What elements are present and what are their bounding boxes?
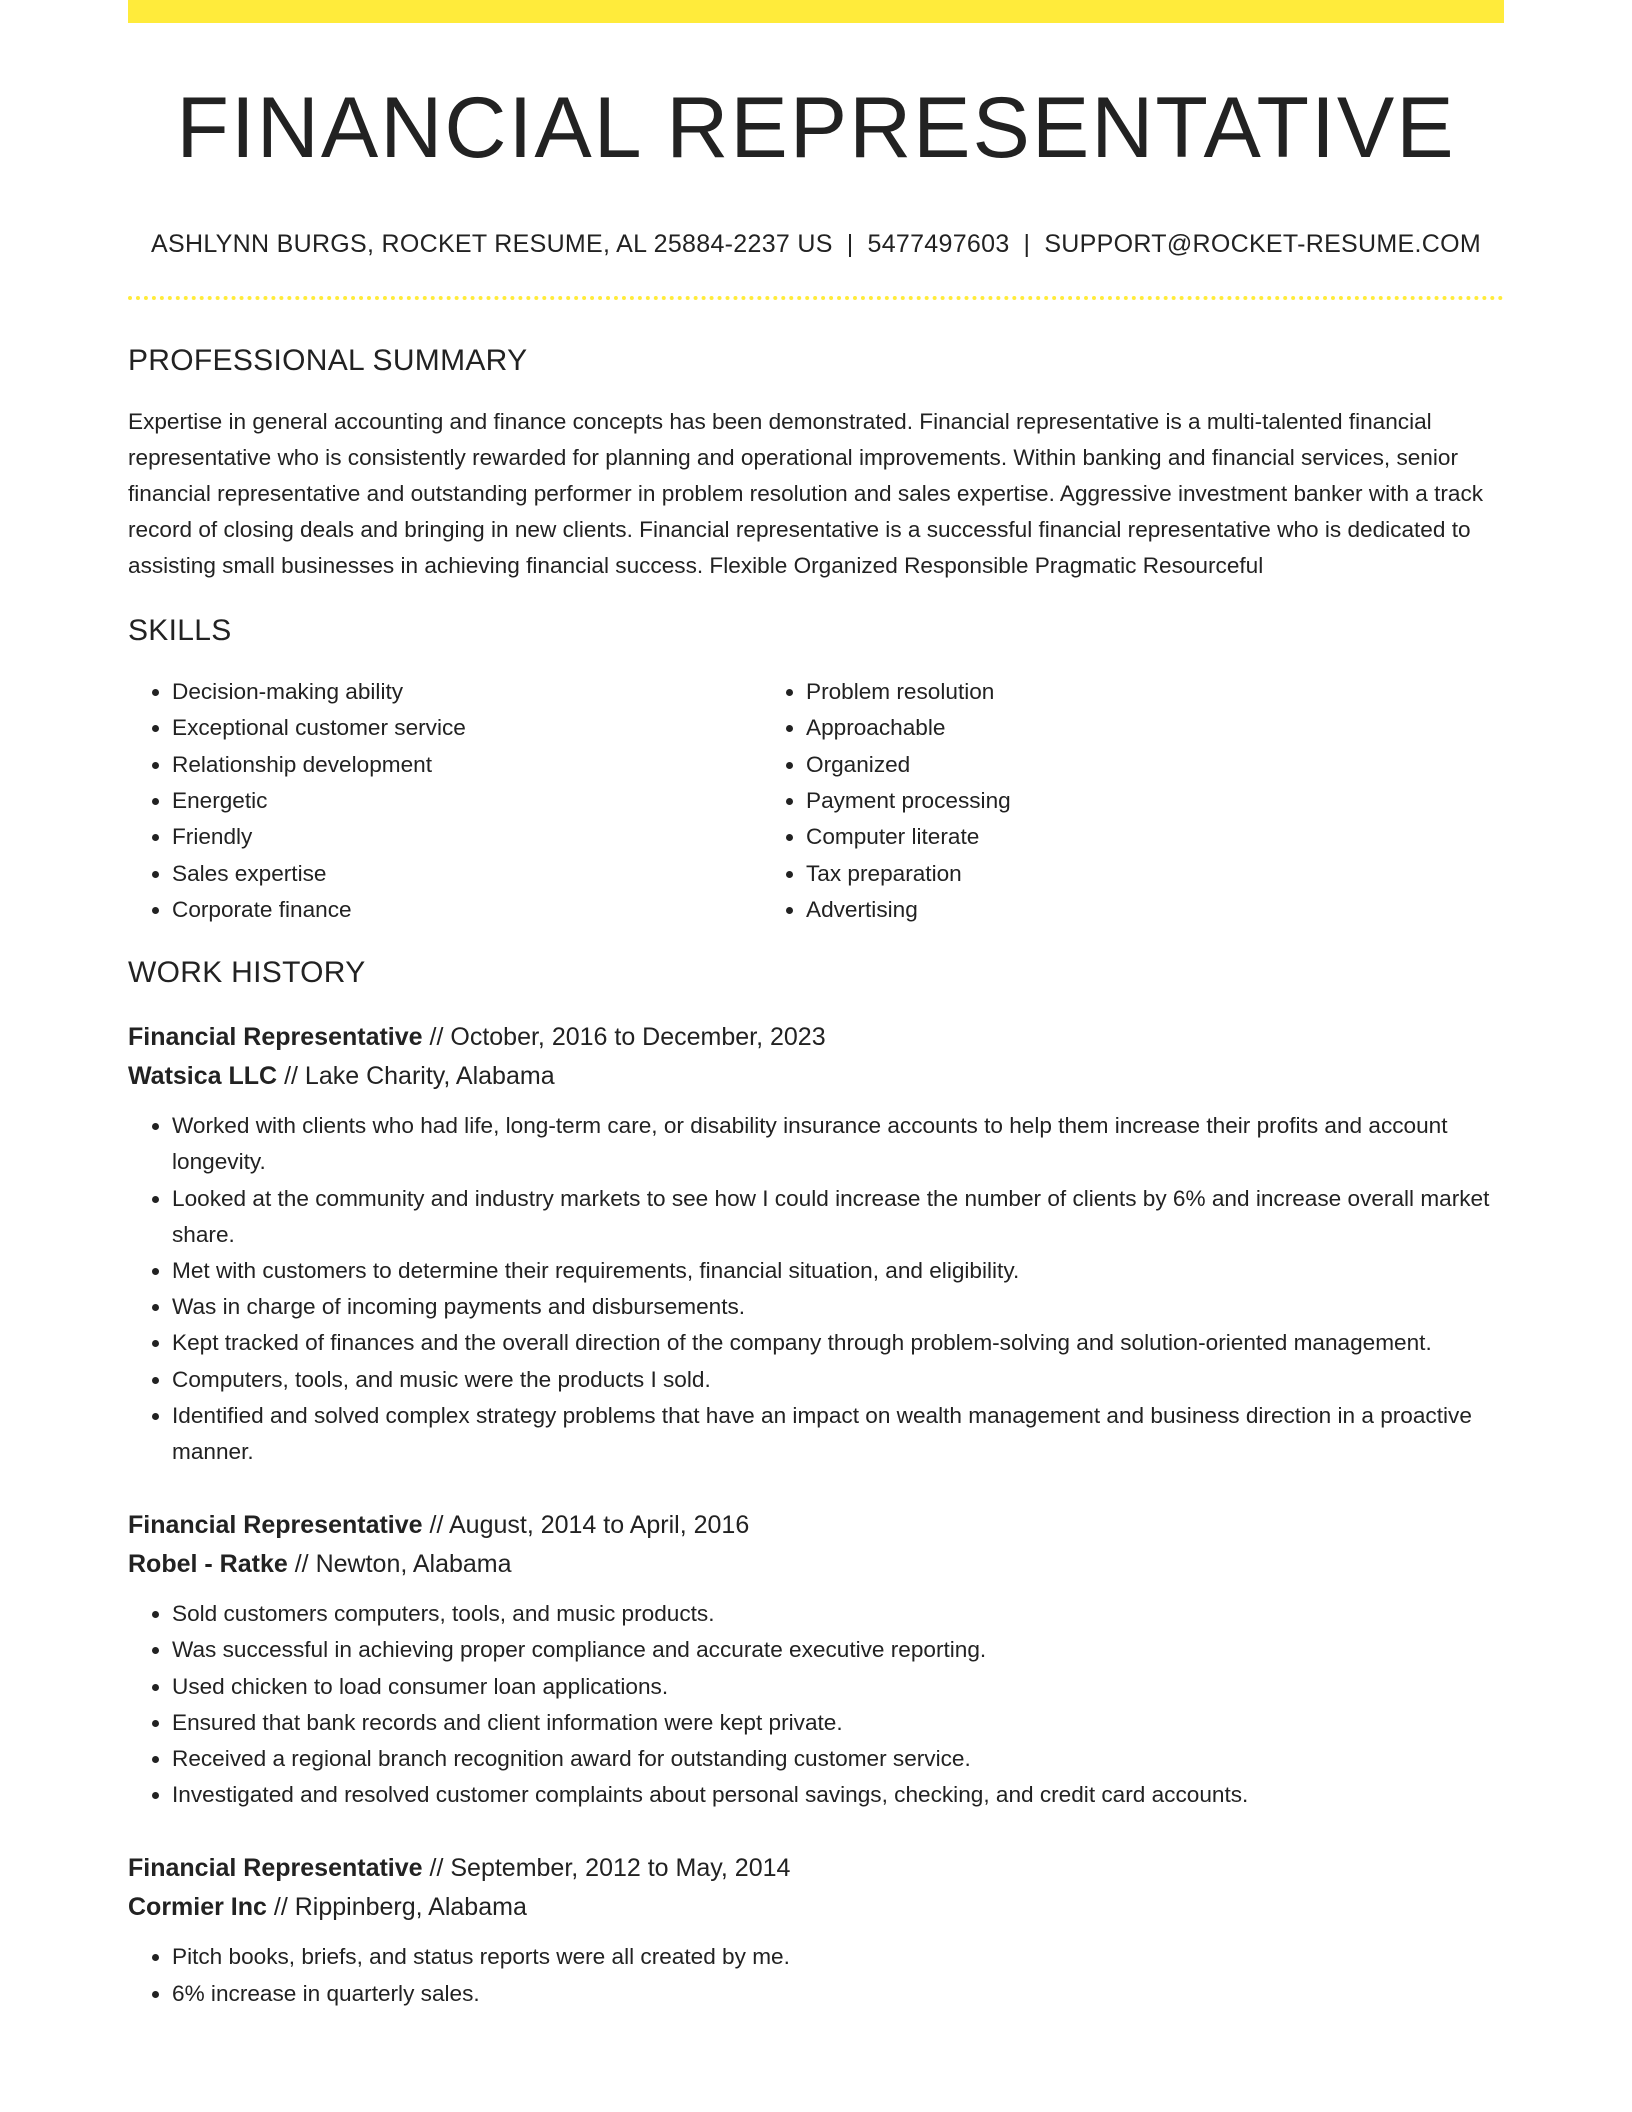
job-bullet: • Used chicken to load consumer loan applications. [172,1669,1504,1705]
job-bullet: • Met with customers to determine their requirements, financial situation, and eligibility. [172,1253,1504,1289]
job-bullet: • Kept tracked of finances and the overall direction of the company through problem-solving and solution-oriented management. [172,1325,1504,1361]
job-bullet: • Was successful in achieving proper compliance and accurate executive reporting. [172,1632,1504,1668]
job-bullet: • Ensured that bank records and client information were kept private. [172,1705,1504,1741]
job-dates: September, 2012 to May, 2014 [450,1854,791,1883]
job-bullets [128,1596,1504,1813]
job-title: Financial Representative [128,1023,423,1052]
job-dates: August, 2014 to April, 2016 [449,1511,750,1540]
dotted-divider [128,296,1504,300]
skills-column-left [128,674,762,928]
resume-title: FINANCIAL REPRESENTATIVE [176,80,1456,176]
job-bullet: • Computers, tools, and music were the products I sold. [172,1362,1504,1398]
accent-top-bar [128,0,1504,23]
summary-heading: PROFESSIONAL SUMMARY [128,344,528,378]
job-location: Newton, Alabama [315,1550,512,1579]
job-divider: // [429,1854,444,1883]
skill-item: • Exceptional customer service [172,710,762,746]
contact-address: ASHLYNN BURGS, ROCKET RESUME, AL 25884-2237 US [151,229,833,258]
job-bullet: • 6% increase in quarterly sales. [172,1976,1504,2012]
skill-item: • Energetic [172,783,762,819]
resume-page [128,0,1504,2012]
job-entry [128,1506,1504,1813]
contact-separator: | [1023,229,1031,258]
skill-item: • Payment processing [806,783,1396,819]
job-dates: October, 2016 to December, 2023 [450,1023,826,1052]
job-company: Watsica LLC [128,1062,278,1091]
job-bullet: • Identified and solved complex strategy problems that have an impact on wealth management and business direction in a proactive manner. [172,1398,1504,1470]
job-title: Financial Representative [128,1511,423,1540]
job-bullet: • Worked with clients who had life, long-term care, or disability insurance accounts to help them increase their profits and account longevity. [172,1108,1504,1180]
job-divider: // [273,1893,288,1922]
skill-item: • Relationship development [172,747,762,783]
contact-separator: | [846,229,854,258]
contact-line [128,228,1504,261]
job-company-line [128,1888,1504,1927]
job-entry [128,1018,1504,1470]
skill-item: • Computer literate [806,819,1396,855]
job-title-line [128,1849,1504,1888]
job-bullet: • Sold customers computers, tools, and music products. [172,1596,1504,1632]
summary-text: Expertise in general accounting and finance concepts has been demonstrated. Financial representative is a multi-talented financial representative who is consistently rewarded for planning and operational improvements. Within banking and financial services, senior financial representative and outstanding performer in problem resolution and sales expertise. Aggressive investment banker with a track record of closing deals and bringing in new clients. Financial representative is a successful financial representative who is dedicated to assisting small businesses in achieving financial success. Flexible Organized Responsible Pragmatic Resourceful [128,409,1484,579]
job-company: Robel - Ratke [128,1550,288,1579]
skill-item: • Organized [806,747,1396,783]
job-company: Cormier Inc [128,1893,267,1922]
job-bullet: • Looked at the community and industry markets to see how I could increase the number of clients by 6% and increase overall market share. [172,1181,1504,1253]
skills-list [128,674,1504,928]
job-bullets [128,1108,1504,1470]
skill-item: • Approachable [806,710,1396,746]
skill-item: • Corporate finance [172,892,762,928]
job-company-line [128,1057,1504,1096]
job-bullet: • Pitch books, briefs, and status reports were all created by me. [172,1939,1504,1975]
job-title-line [128,1018,1504,1057]
job-bullet: • Investigated and resolved customer complaints about personal savings, checking, and credit card accounts. [172,1777,1504,1813]
skills-heading: SKILLS [128,614,232,648]
skill-item: • Tax preparation [806,856,1396,892]
job-divider: // [429,1023,444,1052]
skill-item: • Advertising [806,892,1396,928]
job-bullet: • Was in charge of incoming payments and disbursements. [172,1289,1504,1325]
skill-item: • Sales expertise [172,856,762,892]
job-bullet: • Received a regional branch recognition award for outstanding customer service. [172,1741,1504,1777]
contact-email: SUPPORT@ROCKET-RESUME.COM [1044,229,1481,258]
job-divider: // [284,1062,298,1091]
job-location: Rippinberg, Alabama [294,1893,527,1922]
contact-phone: 5477497603 [867,229,1010,258]
skill-item: • Problem resolution [806,674,1396,710]
job-location: Lake Charity, Alabama [304,1062,555,1091]
job-company-line [128,1545,1504,1584]
skill-item: • Decision-making ability [172,674,762,710]
skill-item: • Friendly [172,819,762,855]
job-title: Financial Representative [128,1854,423,1883]
job-divider: // [294,1550,309,1579]
job-entry [128,1849,1504,2011]
work-history-heading: WORK HISTORY [128,956,366,990]
job-bullets [128,1939,1504,2011]
job-divider: // [429,1511,444,1540]
skills-column-right [762,674,1396,928]
job-title-line [128,1506,1504,1545]
